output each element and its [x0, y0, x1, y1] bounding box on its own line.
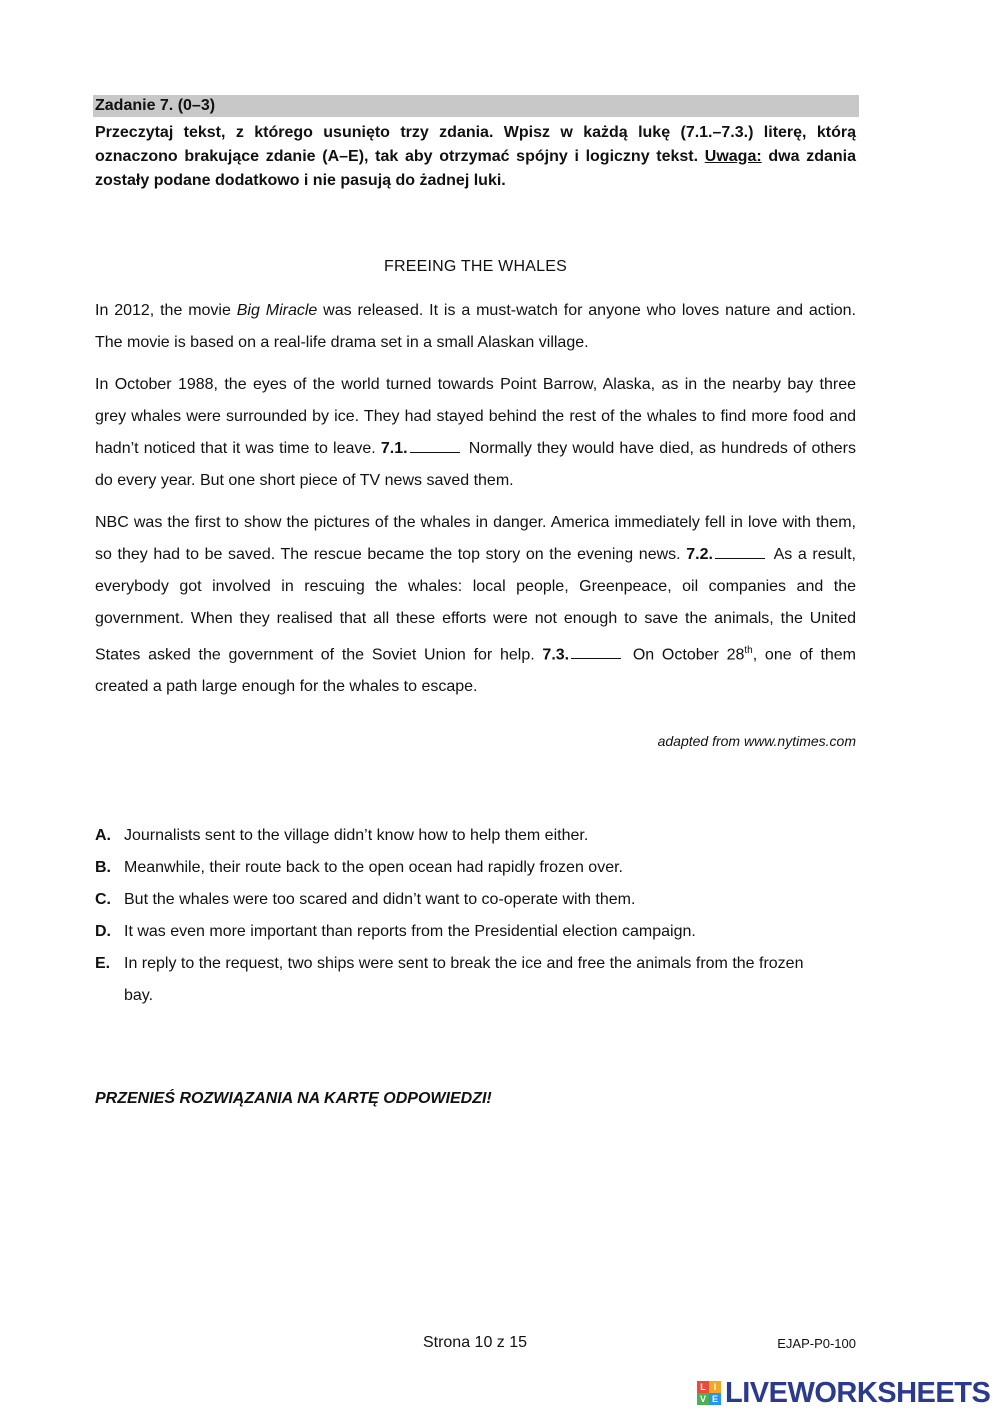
option-text: Meanwhile, their route back to the open ocean had rapidly frozen over. [124, 859, 623, 876]
page-number: Strona 10 z 15 [422, 1334, 528, 1351]
option-letter: E. [95, 955, 111, 972]
p1-text-a: In 2012, the movie [95, 302, 237, 319]
option-text: In reply to the request, two ships were sent to break the ice and free the animals from the frozen bay. [124, 955, 804, 1004]
p2-text-a: In October 1988, the eyes of the world turned towards Point Barrow, Alaska, as in the nearby bay three grey whales were surrounded by ice. They had stayed behind the rest of the whales to find more food and hadn’t noticed that it was time to leave. [95, 376, 856, 457]
option-c [95, 884, 835, 916]
option-text: It was even more important than reports from the Presidential election campaign. [124, 923, 696, 940]
p3-text-c: On October 28 [625, 646, 745, 664]
gap-7-3-label: 7.3. [542, 646, 570, 664]
gap-7-1-blank[interactable] [410, 438, 460, 453]
gap-7-2-blank[interactable] [715, 544, 765, 559]
exam-code: EJAP-P0-100 [777, 1336, 856, 1351]
p3-text-d: , one of them created a path large enough for the whales to escape. [95, 646, 857, 696]
passage-title: FREEING THE WHALES [384, 258, 567, 275]
passage [95, 295, 856, 713]
ordinal-suffix: th [744, 645, 753, 656]
instruction-main: Przeczytaj tekst, z którego usunięto trzy zdania. Wpisz w każdą lukę (7.1.–7.3.) literę, którą oznaczono brakujące zdanie (A–E), tak aby otrzymać spójny i logiczny tekst. [95, 124, 856, 165]
option-a [95, 820, 835, 852]
gap-7-1-label: 7.1. [380, 440, 408, 457]
transfer-notice: PRZENIEŚ ROZWIĄZANIA NA KARTĘ ODPOWIEDZI! [95, 1090, 492, 1107]
p2-text-b: Normally they would have died, as hundreds of others do every year. But one short piece of TV news saved them. [95, 440, 857, 489]
p1-text-b: was released. It is a must-watch for anyone who loves nature and action. The movie is based on a real-life drama set in a small Alaskan village. [95, 302, 856, 351]
option-text: Journalists sent to the village didn’t know how to help them either. [124, 827, 589, 844]
task-header: Zadanie 7. (0–3) [93, 95, 859, 117]
liveworksheets-icon [697, 1381, 721, 1405]
logo-text: LIVEWORKSHEETS [725, 1376, 991, 1409]
task-instructions [95, 121, 856, 193]
logo-letter-i: I [709, 1381, 721, 1393]
option-letter: B. [95, 859, 111, 876]
p3-text-a: NBC was the first to show the pictures of the whales in danger. America immediately fell in love with them, so they had to be saved. The rescue became the top story on the evening news. [95, 514, 856, 563]
option-letter: A. [95, 827, 111, 844]
logo-letter-e: E [709, 1393, 721, 1405]
option-letter: C. [95, 891, 111, 908]
option-e [95, 948, 835, 1012]
gap-7-2-label: 7.2. [686, 546, 713, 563]
logo-letter-l: L [697, 1381, 709, 1393]
source-credit: adapted from www.nytimes.com [657, 733, 856, 749]
option-d [95, 916, 835, 948]
option-b [95, 852, 835, 884]
paragraph-1 [95, 295, 856, 359]
movie-title: Big Miracle [236, 302, 318, 319]
option-letter: D. [95, 923, 111, 940]
option-text: But the whales were too scared and didn’t want to co-operate with them. [124, 891, 636, 908]
paragraph-3 [95, 507, 856, 703]
p3-text-b: As a result, everybody got involved in rescuing the whales: local people, Greenpeace, oil companies and the government. When they realised that all these efforts were not enough to save the animals, the United States asked the government of the Soviet Union for help. [95, 546, 857, 664]
note-label: Uwaga: [704, 148, 762, 165]
logo-letter-v: V [697, 1393, 709, 1405]
gap-7-3-blank[interactable] [571, 644, 621, 659]
liveworksheets-logo[interactable] [697, 1378, 990, 1408]
answer-options [95, 820, 835, 1012]
note-text: dwa zdania zostały podane dodatkowo i nie pasują do żadnej luki. [95, 148, 856, 189]
paragraph-2 [95, 369, 856, 497]
